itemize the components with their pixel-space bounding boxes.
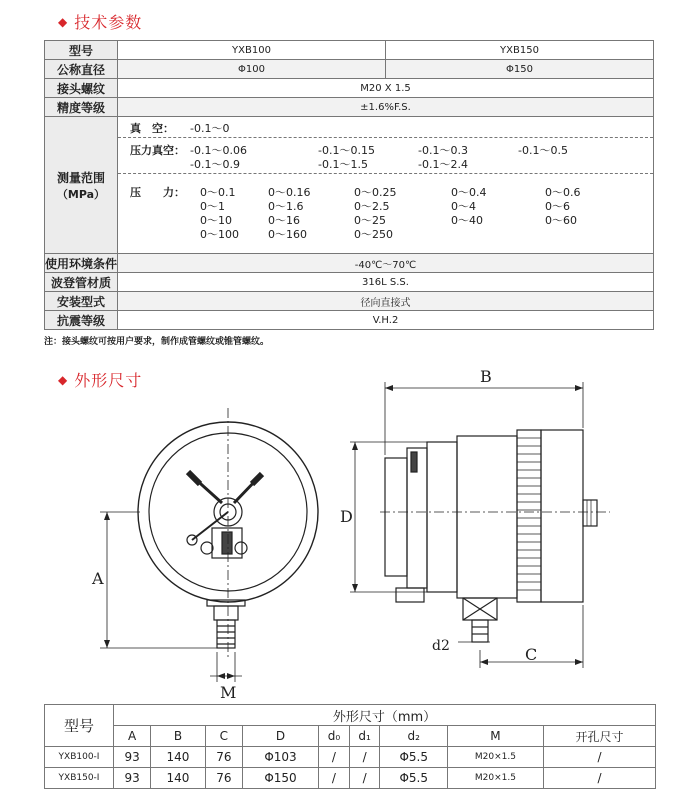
spec-label: 型号 xyxy=(45,41,118,60)
footnote: 注：接头螺纹可按用户要求，制作成管螺纹或锥管螺纹。 xyxy=(44,337,270,347)
dim-label-M: M xyxy=(220,683,237,702)
spec-value: M20 X 1.5 xyxy=(118,79,654,98)
range-value: -0.1～2.4 xyxy=(418,158,468,171)
range-value: 0～4 xyxy=(451,200,476,213)
dims-subheader-row xyxy=(45,726,656,747)
spec-label: 精度等级 xyxy=(45,98,118,117)
dim-label-C: C xyxy=(525,645,538,664)
row-model: YXB100-Ⅰ xyxy=(45,747,114,768)
range-value: -0.1～1.5 xyxy=(318,158,368,171)
col-header: A xyxy=(114,726,151,747)
spec-value: Φ100 xyxy=(118,60,386,79)
dims-header-row xyxy=(45,705,656,726)
range-value: -0.1～0.9 xyxy=(190,158,240,171)
col-header: d₀ xyxy=(319,726,350,747)
pressure-label: 压 力： xyxy=(130,186,185,199)
side-knurled-ring xyxy=(517,430,541,602)
table-cell: Φ5.5 xyxy=(380,768,447,789)
spec-label: 接头螺纹 xyxy=(45,79,118,98)
col-header: M xyxy=(447,726,543,747)
range-value: -0.1～0.3 xyxy=(418,144,468,157)
table-cell: / xyxy=(544,768,656,789)
table-cell: 93 xyxy=(114,768,151,789)
table-cell: / xyxy=(544,747,656,768)
dimensions-table xyxy=(44,704,656,789)
spec-label: 公称直径 xyxy=(45,60,118,79)
col-header: D xyxy=(242,726,318,747)
col-header: d₁ xyxy=(349,726,380,747)
group-header: 外形尺寸（mm） xyxy=(114,705,656,726)
table-cell: 140 xyxy=(151,768,206,789)
col-header: B xyxy=(151,726,206,747)
diamond-icon: ◆ xyxy=(58,15,69,29)
range-value: 0～100 xyxy=(200,228,239,241)
spec-value: V.H.2 xyxy=(118,311,654,330)
table-cell: 140 xyxy=(151,747,206,768)
table-cell: Φ5.5 xyxy=(380,747,447,768)
table-cell: 93 xyxy=(114,747,151,768)
spec-label: 测量范围 （MPa） xyxy=(45,117,118,254)
table-cell: / xyxy=(349,768,380,789)
range-value: 0～1 xyxy=(200,200,225,213)
range-value: 0～250 xyxy=(354,228,393,241)
spec-value: YXB150 xyxy=(386,41,654,60)
spec-label: 使用环境条件 xyxy=(45,254,118,273)
dimensions-title: ◆ 外形尺寸 xyxy=(58,371,143,390)
spec-value: 径向直接式 xyxy=(118,292,654,311)
table-cell: Φ103 xyxy=(242,747,318,768)
col-header: C xyxy=(205,726,242,747)
range-value: -0.1～0.06 xyxy=(190,144,247,157)
range-value: 0～2.5 xyxy=(354,200,390,213)
table-cell: Φ150 xyxy=(242,768,318,789)
range-value: 0～0.6 xyxy=(545,186,581,199)
range-value: 0～25 xyxy=(354,214,386,227)
table-cell: / xyxy=(319,768,350,789)
spec-value: 316L S.S. xyxy=(118,273,654,292)
range-value: 0～0.4 xyxy=(451,186,487,199)
range-value: -0.1～0.5 xyxy=(518,144,568,157)
spec-label: 抗震等级 xyxy=(45,311,118,330)
side-back-plate xyxy=(385,458,407,576)
table-cell: M20×1.5 xyxy=(447,747,543,768)
table-cell: M20×1.5 xyxy=(447,768,543,789)
table-cell: 76 xyxy=(205,768,242,789)
compound-label: 压力真空： xyxy=(130,144,185,157)
dim-label-B: B xyxy=(480,367,492,386)
range-value: 0～0.1 xyxy=(200,186,236,199)
table-cell: 76 xyxy=(205,747,242,768)
dim-label-A: A xyxy=(92,569,104,588)
table-cell: / xyxy=(349,747,380,768)
range-value: 0～40 xyxy=(451,214,483,227)
spec-label: 安装型式 xyxy=(45,292,118,311)
spec-value: ±1.6%F.S. xyxy=(118,98,654,117)
range-value: 0～1.6 xyxy=(268,200,304,213)
spec-value: YXB100 xyxy=(118,41,386,60)
range-value: 0～16 xyxy=(268,214,300,227)
range-value: 0～0.16 xyxy=(268,186,311,199)
model-header: 型号 xyxy=(45,705,114,747)
spec-value: Φ150 xyxy=(386,60,654,79)
row-model: YXB150-Ⅰ xyxy=(45,768,114,789)
col-header: d₂ xyxy=(380,726,447,747)
range-value: 0～6 xyxy=(545,200,570,213)
range-value: 0～0.25 xyxy=(354,186,397,199)
range-value: 0～160 xyxy=(268,228,307,241)
range-value: -0.1～0.15 xyxy=(318,144,375,157)
dim-label-D: D xyxy=(340,507,353,526)
col-header: 开孔尺寸 xyxy=(544,726,656,747)
tech-params-title: ◆ 技术参数 xyxy=(58,13,143,32)
spec-value: -40℃～70℃ xyxy=(118,254,654,273)
table-row xyxy=(45,747,656,768)
dim-label-d2: d2 xyxy=(432,638,450,654)
range-value: 0～60 xyxy=(545,214,577,227)
table-row xyxy=(45,768,656,789)
diamond-icon: ◆ xyxy=(58,373,69,387)
vacuum-label: 真 空： xyxy=(130,122,174,135)
range-value: -0.1～0 xyxy=(190,122,230,135)
spec-label: 波登管材质 xyxy=(45,273,118,292)
range-value: 0～10 xyxy=(200,214,232,227)
table-cell: / xyxy=(319,747,350,768)
